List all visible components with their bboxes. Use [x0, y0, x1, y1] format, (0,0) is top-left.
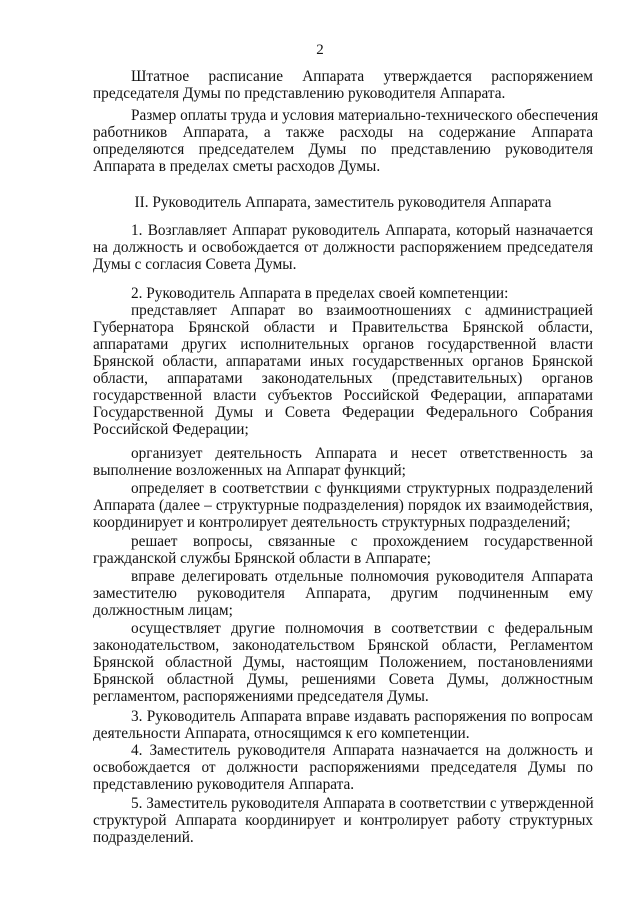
paragraph-line: Губернатора Брянской области и Правительства Брянской области, [93, 319, 593, 336]
paragraph-line: 2. Руководитель Аппарата в пределах своей компетенции: [131, 285, 509, 302]
paragraph-line: работников Аппарата, а также расходы на содержание Аппарата [93, 124, 593, 141]
paragraph-line: выполнение возложенных на Аппарат функций; [93, 462, 406, 479]
paragraph-line: Брянской областной Думы, настоящим Положением, постановлениями [93, 654, 593, 671]
paragraph-decides [93, 533, 593, 567]
paragraph-line: подразделений. [93, 829, 194, 846]
paragraph-line: организует деятельность Аппарата и несет ответственность за [131, 445, 593, 462]
paragraph-line: Думы с согласия Совета Думы. [93, 256, 297, 273]
paragraph-line: 4. Заместитель руководителя Аппарата назначается на должность и [131, 742, 593, 759]
paragraph-line: гражданской службы Брянской области в Аппарате; [93, 550, 432, 567]
paragraph-line: области, аппаратами законодательных (представительных) органов [93, 370, 593, 387]
paragraph-line: председателя Думы по представлению руководителя Аппарата. [93, 85, 506, 102]
page-number: 2 [316, 42, 324, 58]
paragraph-clause-3 [93, 708, 593, 742]
paragraph-line: освобождается от должности распоряжениями председателя Думы по [93, 759, 593, 776]
paragraph-line: государственной власти субъектов Российской Федерации, аппаратами [93, 387, 593, 404]
paragraph-line: 3. Руководитель Аппарата вправе издавать распоряжения по вопросам [131, 708, 593, 725]
paragraph-delegates [93, 568, 593, 619]
paragraph-remuneration [93, 107, 599, 175]
paragraph-line: определяет в соответствии с функциями структурных подразделений [131, 480, 593, 497]
paragraph-clause-1 [93, 222, 593, 273]
paragraph-clause-2 [93, 285, 593, 302]
paragraph-line: Российской Федерации; [93, 421, 249, 438]
paragraph-line: Брянской областной Думы, решениями Совета Думы, должностным [93, 671, 593, 688]
paragraph-line: Брянской области, аппаратами иных государственных органов Брянской [93, 353, 593, 370]
paragraph-line: структурой Аппарата координирует и контролирует работу структурных [93, 812, 593, 829]
paragraph-line: 1. Возглавляет Аппарат руководитель Аппарата, который назначается [131, 222, 593, 239]
paragraph-line: Государственной Думы и Совета Федерации Федерального Собрания [93, 404, 593, 421]
paragraph-line: заместителю руководителя Аппарата, другим подчиненным ему [93, 585, 593, 602]
paragraph-line: Штатное расписание Аппарата утверждается распоряжением [131, 68, 593, 85]
paragraph-line: аппаратами других исполнительных органов государственной власти [93, 336, 593, 353]
paragraph-determines [93, 480, 593, 531]
paragraph-line: 5. Заместитель руководителя Аппарата в соответствии с утвержденной [131, 795, 594, 812]
paragraph-other-powers [93, 620, 593, 705]
paragraph-organizes [93, 445, 593, 479]
paragraph-line: координирует и контролирует деятельность структурных подразделений; [93, 514, 571, 531]
paragraph-clause-4 [93, 742, 593, 793]
paragraph-line: вправе делегировать отдельные полномочия руководителя Аппарата [131, 568, 593, 585]
paragraph-line: определяются председателем Думы по представлению руководителя [93, 141, 593, 158]
paragraph-line: регламентом, распоряжениями председателя Думы. [93, 688, 429, 705]
paragraph-line: решает вопросы, связанные с прохождением государственной [131, 533, 593, 550]
paragraph-line: Аппарата в пределах сметы расходов Думы. [93, 158, 381, 175]
paragraph-line: Размер оплаты труда и условия материально-технического обеспечения [131, 107, 599, 124]
paragraph-line: представляет Аппарат во взаимоотношениях с администрацией [131, 302, 593, 319]
paragraph-line: законодательством, законодательством Брянской области, Регламентом [93, 637, 593, 654]
paragraph-line: на должность и освобождается от должности распоряжением председателя [93, 239, 593, 256]
paragraph-clause-5 [93, 795, 593, 846]
paragraph-line: представлению руководителя Аппарата. [93, 776, 355, 793]
section-heading: II. Руководитель Аппарата, заместитель руководителя Аппарата [134, 194, 552, 211]
paragraph-line: должностным лицам; [93, 602, 233, 619]
paragraph-line: деятельности Аппарата, относящимся к его компетенции. [93, 725, 470, 742]
paragraph-staff-schedule [93, 68, 593, 102]
paragraph-represents [93, 302, 593, 438]
paragraph-line: осуществляет другие полномочия в соответствии с федеральным [131, 620, 593, 637]
paragraph-line: Аппарата (далее – структурные подразделения) порядок их взаимодействия, [93, 497, 593, 514]
